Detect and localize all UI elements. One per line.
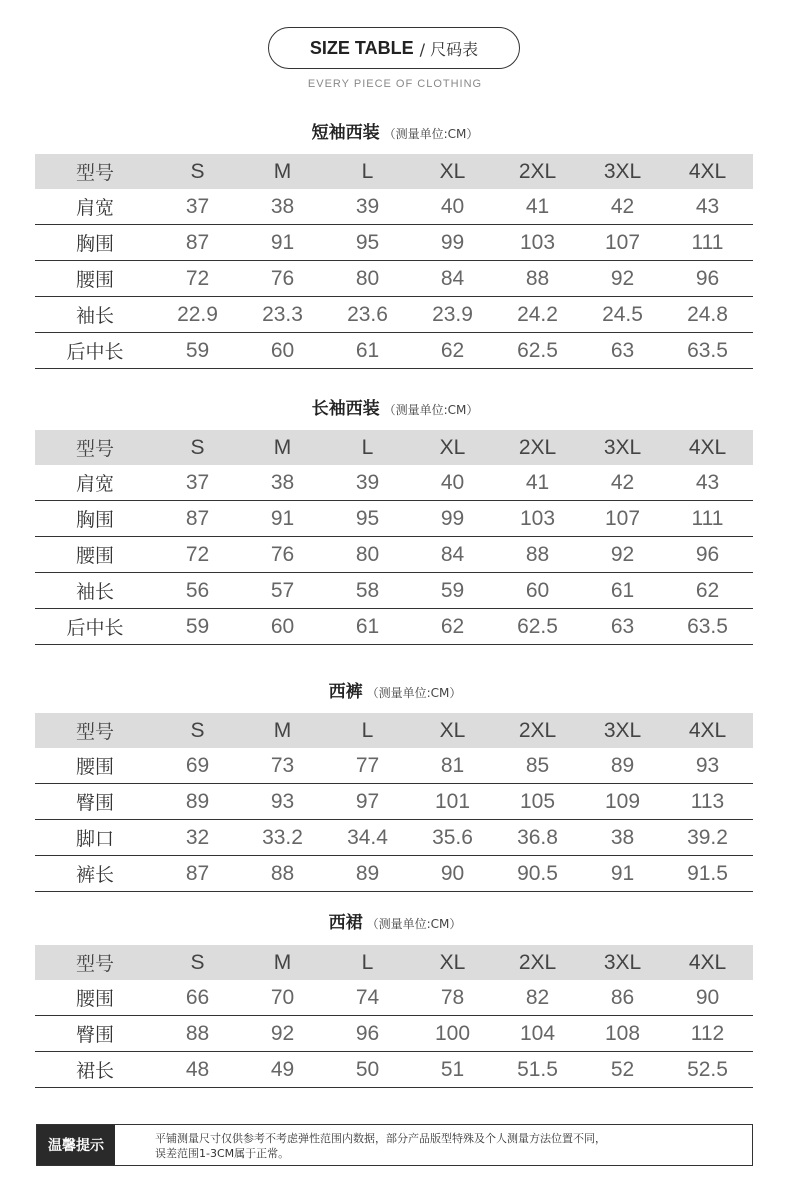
table-cell: 38 bbox=[270, 470, 295, 494]
row-label: 袖长 bbox=[75, 305, 114, 327]
header-cell: 3XL bbox=[603, 435, 642, 459]
table-cell: 111 bbox=[691, 506, 724, 530]
table-cell: 109 bbox=[604, 789, 641, 813]
table-header-row bbox=[35, 713, 753, 748]
table-cell: 39 bbox=[355, 470, 380, 494]
table-cell: 37 bbox=[185, 194, 210, 218]
table-cell: 95 bbox=[355, 506, 380, 530]
header-cell: XL bbox=[439, 159, 466, 183]
table-row bbox=[35, 609, 753, 645]
table-cell: 39.2 bbox=[687, 825, 728, 849]
header-cell: XL bbox=[439, 950, 466, 974]
table-cell: 101 bbox=[434, 789, 471, 813]
table-cell: 42 bbox=[610, 470, 635, 494]
table-cell: 24.2 bbox=[517, 302, 558, 326]
header-cell: 4XL bbox=[688, 159, 727, 183]
section-name: 短袖西装 bbox=[311, 123, 380, 143]
table-cell: 23.3 bbox=[262, 302, 303, 326]
row-label: 臀围 bbox=[75, 1024, 114, 1046]
table-row bbox=[35, 820, 753, 856]
size-table bbox=[35, 945, 753, 1088]
table-cell: 41 bbox=[525, 194, 550, 218]
subtitle: EVERY PIECE OF CLOTHING bbox=[307, 78, 483, 90]
table-cell: 24.8 bbox=[687, 302, 728, 326]
row-label: 后中长 bbox=[66, 341, 124, 363]
row-label: 脚口 bbox=[75, 828, 114, 850]
header-cell: 3XL bbox=[603, 159, 642, 183]
table-row bbox=[35, 189, 753, 225]
header-cell: 型号 bbox=[75, 438, 114, 460]
table-cell: 88 bbox=[525, 266, 550, 290]
table-cell: 91 bbox=[610, 861, 635, 885]
section-unit: （测量单位:CM） bbox=[366, 686, 462, 700]
table-cell: 93 bbox=[695, 753, 720, 777]
table-cell: 89 bbox=[185, 789, 210, 813]
size-table bbox=[35, 430, 753, 645]
size-table bbox=[35, 713, 753, 892]
table-cell: 89 bbox=[610, 753, 635, 777]
table-cell: 36.8 bbox=[517, 825, 558, 849]
table-cell: 63 bbox=[610, 338, 635, 362]
table-cell: 22.9 bbox=[177, 302, 218, 326]
header-cell: M bbox=[273, 950, 292, 974]
table-cell: 42 bbox=[610, 194, 635, 218]
header-cell: 型号 bbox=[75, 721, 114, 743]
table-row bbox=[35, 1016, 753, 1052]
table-cell: 43 bbox=[695, 194, 720, 218]
table-cell: 24.5 bbox=[602, 302, 643, 326]
row-label: 腰围 bbox=[75, 756, 114, 778]
table-cell: 74 bbox=[355, 985, 380, 1009]
table-cell: 58 bbox=[355, 578, 380, 602]
table-cell: 62.5 bbox=[517, 338, 558, 362]
table-cell: 48 bbox=[185, 1057, 210, 1081]
row-label: 腰围 bbox=[75, 988, 114, 1010]
table-cell: 100 bbox=[434, 1021, 471, 1045]
table-cell: 112 bbox=[690, 1021, 725, 1045]
table-cell: 90 bbox=[440, 861, 465, 885]
table-cell: 59 bbox=[440, 578, 465, 602]
table-cell: 52.5 bbox=[687, 1057, 728, 1081]
table-cell: 43 bbox=[695, 470, 720, 494]
table-cell: 63 bbox=[610, 614, 635, 638]
section-title bbox=[0, 118, 790, 143]
table-cell: 59 bbox=[185, 338, 210, 362]
notice-line-2: 误差范围1-3CM属于正常。 bbox=[155, 1147, 290, 1160]
table-cell: 60 bbox=[270, 614, 295, 638]
header-cell: XL bbox=[439, 718, 466, 742]
table-cell: 63.5 bbox=[687, 338, 728, 362]
row-label: 袖长 bbox=[75, 581, 114, 603]
table-cell: 40 bbox=[440, 194, 465, 218]
table-cell: 76 bbox=[270, 542, 295, 566]
section-name: 西裙 bbox=[328, 913, 363, 933]
table-cell: 63.5 bbox=[687, 614, 728, 638]
table-cell: 50 bbox=[355, 1057, 380, 1081]
table-cell: 96 bbox=[355, 1021, 380, 1045]
table-cell: 99 bbox=[440, 230, 465, 254]
table-cell: 33.2 bbox=[262, 825, 303, 849]
row-label: 裙长 bbox=[75, 1060, 114, 1082]
table-cell: 85 bbox=[525, 753, 550, 777]
table-cell: 40 bbox=[440, 470, 465, 494]
header-cell: S bbox=[190, 718, 205, 742]
header-cell: S bbox=[190, 159, 205, 183]
table-cell: 90 bbox=[695, 985, 720, 1009]
table-cell: 23.9 bbox=[432, 302, 473, 326]
table-cell: 56 bbox=[185, 578, 210, 602]
header-cell: M bbox=[273, 435, 292, 459]
section-name: 西裤 bbox=[328, 682, 363, 702]
table-cell: 62 bbox=[440, 614, 465, 638]
table-cell: 87 bbox=[185, 861, 210, 885]
header-cell: M bbox=[273, 159, 292, 183]
table-cell: 61 bbox=[610, 578, 635, 602]
header-cell: S bbox=[190, 435, 205, 459]
row-label: 肩宽 bbox=[75, 473, 114, 495]
table-cell: 32 bbox=[185, 825, 210, 849]
table-cell: 60 bbox=[525, 578, 550, 602]
table-cell: 52 bbox=[610, 1057, 635, 1081]
table-cell: 51.5 bbox=[517, 1057, 558, 1081]
row-label: 臀围 bbox=[75, 792, 114, 814]
table-cell: 35.6 bbox=[432, 825, 473, 849]
table-cell: 91.5 bbox=[687, 861, 728, 885]
table-cell: 111 bbox=[691, 230, 724, 254]
table-cell: 51 bbox=[440, 1057, 465, 1081]
notice-line-1: 平铺测量尺寸仅供参考不考虑弹性范围内数据，部分产品版型特殊及个人测量方法位置不同， bbox=[155, 1132, 606, 1145]
table-row bbox=[35, 333, 753, 369]
table-row bbox=[35, 537, 753, 573]
table-header-row bbox=[35, 945, 753, 980]
table-cell: 81 bbox=[440, 753, 465, 777]
size-table bbox=[35, 154, 753, 369]
table-cell: 60 bbox=[270, 338, 295, 362]
table-cell: 66 bbox=[185, 985, 210, 1009]
table-cell: 61 bbox=[355, 338, 380, 362]
row-label: 后中长 bbox=[66, 617, 124, 639]
table-cell: 70 bbox=[270, 985, 295, 1009]
header-cell: 3XL bbox=[603, 950, 642, 974]
size-table-badge bbox=[268, 27, 520, 69]
table-cell: 80 bbox=[355, 266, 380, 290]
table-cell: 92 bbox=[610, 266, 635, 290]
header-cell: 2XL bbox=[518, 435, 557, 459]
table-row bbox=[35, 225, 753, 261]
table-cell: 105 bbox=[519, 789, 556, 813]
header-cell: L bbox=[361, 950, 374, 974]
table-cell: 62 bbox=[440, 338, 465, 362]
table-header-row bbox=[35, 430, 753, 465]
table-row bbox=[35, 980, 753, 1016]
table-row bbox=[35, 1052, 753, 1088]
table-cell: 87 bbox=[185, 230, 210, 254]
header-cell: 4XL bbox=[688, 950, 727, 974]
section-unit: （测量单位:CM） bbox=[366, 917, 462, 931]
row-label: 腰围 bbox=[75, 545, 114, 567]
table-cell: 108 bbox=[604, 1021, 641, 1045]
header-cell: 4XL bbox=[688, 435, 727, 459]
header-cell: 型号 bbox=[75, 162, 114, 184]
table-cell: 57 bbox=[270, 578, 295, 602]
header-cell: S bbox=[190, 950, 205, 974]
table-cell: 82 bbox=[525, 985, 550, 1009]
header-cell: L bbox=[361, 718, 374, 742]
table-cell: 93 bbox=[270, 789, 295, 813]
table-cell: 59 bbox=[185, 614, 210, 638]
table-row bbox=[35, 856, 753, 892]
header-cell: 2XL bbox=[518, 950, 557, 974]
table-cell: 92 bbox=[270, 1021, 295, 1045]
table-cell: 76 bbox=[270, 266, 295, 290]
table-cell: 23.6 bbox=[347, 302, 388, 326]
row-label: 胸围 bbox=[75, 233, 114, 255]
header-cell: M bbox=[273, 718, 292, 742]
table-row bbox=[35, 297, 753, 333]
table-row bbox=[35, 784, 753, 820]
title-en: SIZE TABLE bbox=[309, 37, 414, 58]
table-cell: 62.5 bbox=[517, 614, 558, 638]
table-cell: 96 bbox=[695, 542, 720, 566]
header-cell: L bbox=[361, 159, 374, 183]
table-cell: 88 bbox=[525, 542, 550, 566]
row-label: 裤长 bbox=[75, 864, 114, 886]
table-cell: 49 bbox=[270, 1057, 295, 1081]
header-cell: 型号 bbox=[75, 953, 114, 975]
table-cell: 69 bbox=[185, 753, 210, 777]
table-cell: 91 bbox=[270, 230, 295, 254]
table-cell: 103 bbox=[519, 230, 556, 254]
table-cell: 37 bbox=[185, 470, 210, 494]
section-name: 长袖西装 bbox=[311, 399, 380, 419]
header-cell: 2XL bbox=[518, 159, 557, 183]
section-title bbox=[0, 908, 790, 933]
table-cell: 95 bbox=[355, 230, 380, 254]
row-label: 胸围 bbox=[75, 509, 114, 531]
section-unit: （测量单位:CM） bbox=[383, 403, 479, 417]
table-cell: 88 bbox=[185, 1021, 210, 1045]
row-label: 肩宽 bbox=[75, 197, 114, 219]
table-cell: 90.5 bbox=[517, 861, 558, 885]
table-cell: 61 bbox=[355, 614, 380, 638]
table-cell: 80 bbox=[355, 542, 380, 566]
table-cell: 78 bbox=[440, 985, 465, 1009]
table-header-row bbox=[35, 154, 753, 189]
table-cell: 84 bbox=[440, 542, 465, 566]
header-cell: XL bbox=[439, 435, 466, 459]
table-cell: 73 bbox=[270, 753, 295, 777]
table-cell: 107 bbox=[604, 230, 641, 254]
table-row bbox=[35, 748, 753, 784]
table-cell: 39 bbox=[355, 194, 380, 218]
table-cell: 86 bbox=[610, 985, 635, 1009]
table-cell: 72 bbox=[185, 266, 210, 290]
table-cell: 96 bbox=[695, 266, 720, 290]
title-zh: / 尺码表 bbox=[419, 39, 479, 59]
table-cell: 103 bbox=[519, 506, 556, 530]
table-cell: 91 bbox=[270, 506, 295, 530]
table-cell: 41 bbox=[525, 470, 550, 494]
table-cell: 97 bbox=[355, 789, 380, 813]
section-unit: （测量单位:CM） bbox=[383, 127, 479, 141]
section-title bbox=[0, 394, 790, 419]
section-title bbox=[0, 677, 790, 702]
table-cell: 107 bbox=[604, 506, 641, 530]
table-cell: 99 bbox=[440, 506, 465, 530]
table-cell: 34.4 bbox=[347, 825, 388, 849]
header-cell: 4XL bbox=[688, 718, 727, 742]
header-cell: L bbox=[361, 435, 374, 459]
header-cell: 3XL bbox=[603, 718, 642, 742]
notice-label: 温馨提示 bbox=[37, 1125, 115, 1165]
header-cell: 2XL bbox=[518, 718, 557, 742]
table-cell: 38 bbox=[270, 194, 295, 218]
table-cell: 89 bbox=[355, 861, 380, 885]
table-row bbox=[35, 465, 753, 501]
table-cell: 77 bbox=[355, 753, 380, 777]
table-cell: 38 bbox=[610, 825, 635, 849]
table-cell: 104 bbox=[519, 1021, 556, 1045]
table-cell: 87 bbox=[185, 506, 210, 530]
table-row bbox=[35, 501, 753, 537]
table-cell: 113 bbox=[690, 789, 725, 813]
table-row bbox=[35, 261, 753, 297]
table-cell: 72 bbox=[185, 542, 210, 566]
notice-text bbox=[115, 1125, 752, 1165]
notice-box bbox=[36, 1124, 753, 1166]
row-label: 腰围 bbox=[75, 269, 114, 291]
table-row bbox=[35, 573, 753, 609]
table-cell: 84 bbox=[440, 266, 465, 290]
table-cell: 62 bbox=[695, 578, 720, 602]
table-cell: 92 bbox=[610, 542, 635, 566]
table-cell: 88 bbox=[270, 861, 295, 885]
